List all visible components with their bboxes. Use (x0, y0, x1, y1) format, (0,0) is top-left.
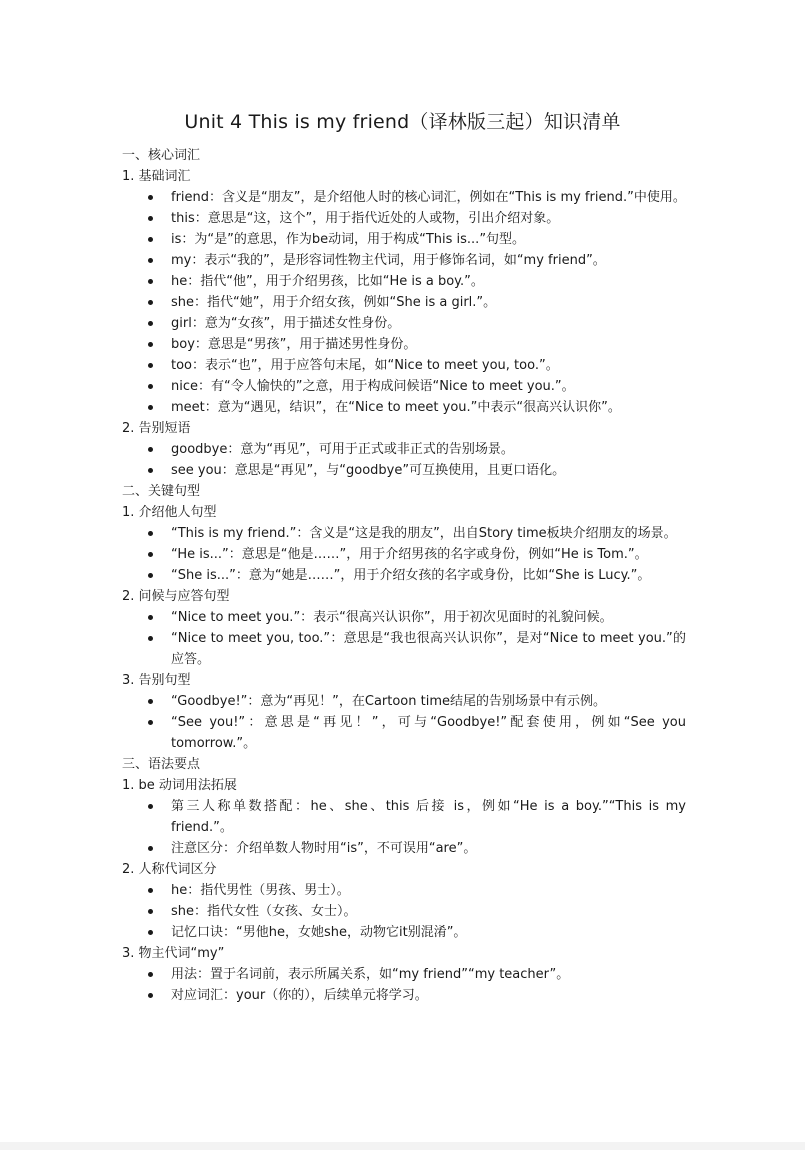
list-item: my：表示“我的”，是形容词性物主代词，用于修饰名词，如“my friend”。 (122, 250, 686, 271)
bullet-list (122, 691, 686, 754)
subsection-heading: 2. 人称代词区分 (122, 862, 217, 877)
bullet-list (122, 607, 686, 670)
list-item: she：指代女性（女孩、女士）。 (122, 901, 686, 922)
subsection-heading: 1. 介绍他人句型 (122, 505, 217, 520)
list-item: friend：含义是“朋友”，是介绍他人时的核心词汇，例如在“This is my friend.”中使用。 (122, 187, 686, 208)
list-item: 注意区分：介绍单数人物时用“is”，不可误用“are”。 (122, 838, 686, 859)
list-item: 第三人称单数搭配：he、she、this 后接 is，例如“He is a boy.”“This is my friend.”。 (122, 796, 686, 838)
subsection-heading: 3. 物主代词“my” (122, 946, 225, 961)
list-item: “This is my friend.”：含义是“这是我的朋友”，出自Story time板块介绍朋友的场景。 (122, 523, 686, 544)
subsection-heading: 3. 告别句型 (122, 673, 191, 688)
document-title: Unit 4 This is my friend（译林版三起）知识清单 (184, 111, 621, 133)
subsection-heading: 2. 问候与应答句型 (122, 589, 230, 604)
list-item: nice：有“令人愉快的”之意，用于构成问候语“Nice to meet you.”。 (122, 376, 686, 397)
section-heading: 三、语法要点 (122, 757, 201, 772)
bullet-list (122, 523, 686, 586)
list-item: “See you!”：意思是“再见！”，可与“Goodbye!”配套使用，例如“See you tomorrow.”。 (122, 712, 686, 754)
list-item: too：表示“也”，用于应答句末尾，如“Nice to meet you, too.”。 (122, 355, 686, 376)
section-heading: 二、关键句型 (122, 484, 201, 499)
list-item: 用法：置于名词前，表示所属关系，如“my friend”“my teacher”。 (122, 964, 686, 985)
subsection-heading: 1. be 动词用法拓展 (122, 778, 237, 793)
bullet-list (122, 964, 686, 1006)
list-item: “He is...”：意思是“他是……”，用于介绍男孩的名字或身份，例如“He is Tom.”。 (122, 544, 686, 565)
list-item: see you：意思是“再见”，与“goodbye”可互换使用，且更口语化。 (122, 460, 686, 481)
list-item: meet：意为“遇见，结识”，在“Nice to meet you.”中表示“很高兴认识你”。 (122, 397, 686, 418)
document-body (122, 145, 686, 1006)
list-item: 记忆口诀：“男他he，女她she，动物它it别混淆”。 (122, 922, 686, 943)
list-item: “Nice to meet you.”：表示“很高兴认识你”，用于初次见面时的礼貌问候。 (122, 607, 686, 628)
subsection-heading: 2. 告别短语 (122, 421, 191, 436)
list-item: “Goodbye!”：意为“再见！”，在Cartoon time结尾的告别场景中有示例。 (122, 691, 686, 712)
bullet-list (122, 880, 686, 943)
list-item: is：为“是”的意思，作为be动词，用于构成“This is...”句型。 (122, 229, 686, 250)
list-item: “Nice to meet you, too.”：意思是“我也很高兴认识你”，是对“Nice to meet you.”的应答。 (122, 628, 686, 670)
list-item: girl：意为“女孩”，用于描述女性身份。 (122, 313, 686, 334)
list-item: boy：意思是“男孩”，用于描述男性身份。 (122, 334, 686, 355)
bullet-list (122, 439, 686, 481)
list-item: goodbye：意为“再见”，可用于正式或非正式的告别场景。 (122, 439, 686, 460)
list-item: 对应词汇：your（你的），后续单元将学习。 (122, 985, 686, 1006)
list-item: “She is...”：意为“她是……”，用于介绍女孩的名字或身份，比如“She is Lucy.”。 (122, 565, 686, 586)
bullet-list (122, 796, 686, 859)
list-item: this：意思是“这，这个”，用于指代近处的人或物，引出介绍对象。 (122, 208, 686, 229)
list-item: she：指代“她”，用于介绍女孩，例如“She is a girl.”。 (122, 292, 686, 313)
section-heading: 一、核心词汇 (122, 148, 201, 163)
subsection-heading: 1. 基础词汇 (122, 169, 191, 184)
list-item: he：指代男性（男孩、男士）。 (122, 880, 686, 901)
bullet-list (122, 187, 686, 418)
list-item: he：指代“他”，用于介绍男孩，比如“He is a boy.”。 (122, 271, 686, 292)
